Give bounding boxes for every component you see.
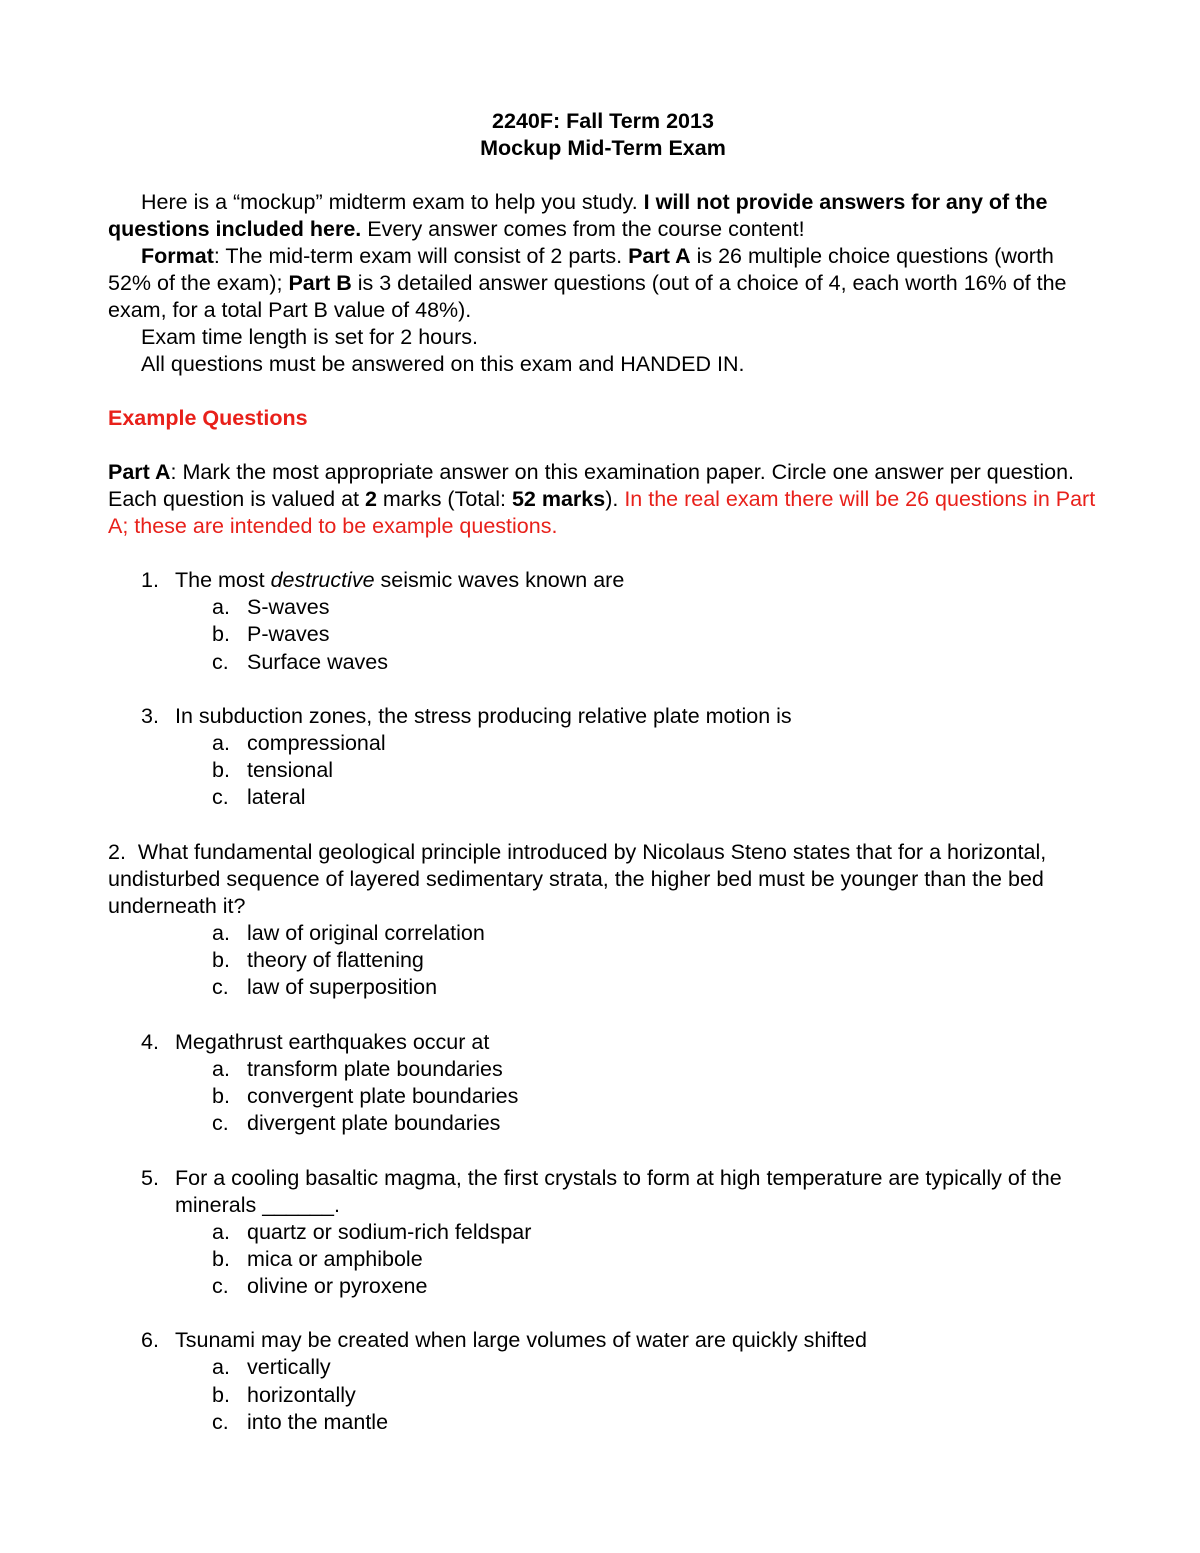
format-label: Format [141, 244, 214, 268]
section-heading: Example Questions [108, 406, 308, 430]
option-item[interactable] [212, 1382, 1098, 1409]
option-item[interactable] [212, 1056, 1098, 1083]
question-text: In subduction zones, the stress producing relative plate motion is [175, 703, 792, 728]
option-letter: b. [212, 948, 230, 973]
option-item[interactable] [212, 1354, 1098, 1381]
option-text: Surface waves [247, 649, 389, 674]
option-letter: a. [212, 920, 230, 945]
question-text: Tsunami may be created when large volumes of water are quickly shifted [175, 1328, 867, 1353]
option-text: law of superposition [247, 975, 438, 1000]
option-item[interactable] [212, 730, 1098, 757]
option-item[interactable] [212, 594, 1098, 621]
part-a-note: In the real exam there will be 26 questions in Part A; these are intended to be example questions. [108, 487, 1096, 538]
option-letter: b. [212, 1382, 230, 1407]
part-a-label: Part A [108, 460, 171, 484]
intro-text-end: Every answer comes from the course content! [361, 217, 805, 241]
question-number: 4. [141, 1029, 159, 1054]
question-text-emphasis: destructive [270, 568, 375, 592]
option-text: divergent plate boundaries [247, 1111, 501, 1136]
part-a-text-a: : Mark the most appropriate answer on this examination paper. Circle one answer per question. Each question is valued at [108, 460, 1075, 511]
question-text-post: seismic waves known are [374, 568, 625, 592]
option-item[interactable] [212, 1083, 1098, 1110]
part-a-instructions [108, 459, 1098, 540]
intro-warning: I will not provide answers for any of the questions included here. [108, 190, 1048, 241]
time-paragraph: Exam time length is set for 2 hours. [141, 325, 478, 349]
option-letter: b. [212, 758, 230, 783]
format-part-a-label: Part A [628, 244, 691, 268]
option-text: convergent plate boundaries [247, 1083, 519, 1108]
option-item[interactable] [212, 784, 1098, 811]
option-text: into the mantle [247, 1410, 389, 1435]
option-letter: c. [212, 785, 229, 810]
option-item[interactable] [212, 920, 1098, 947]
question-text-pre: The most [175, 568, 271, 592]
option-text: transform plate boundaries [247, 1056, 503, 1081]
intro-paragraph [108, 189, 1098, 243]
question-number: 2. [108, 839, 126, 864]
option-letter: c. [212, 975, 229, 1000]
option-letter: b. [212, 1246, 230, 1271]
exam-subtitle: Mockup Mid-Term Exam [480, 136, 726, 160]
option-text: quartz or sodium-rich feldspar [247, 1219, 532, 1244]
option-text: mica or amphibole [247, 1246, 423, 1271]
option-letter: a. [212, 1219, 230, 1244]
option-letter: b. [212, 1083, 230, 1108]
option-item[interactable] [212, 1273, 1098, 1300]
option-item[interactable] [212, 1110, 1098, 1137]
option-text: law of original correlation [247, 920, 485, 945]
question-6 [108, 1327, 1098, 1354]
option-letter: c. [212, 1410, 229, 1435]
option-text: compressional [247, 730, 386, 755]
part-a-text-b: marks (Total: [376, 487, 512, 511]
format-text-b: is 26 multiple choice questions (worth 52% of the exam); [108, 244, 1054, 295]
question-number: 6. [141, 1328, 159, 1353]
question-text [108, 839, 1098, 920]
exam-page [108, 0, 1098, 1436]
format-paragraph [108, 243, 1098, 324]
question-text: Megathrust earthquakes occur at [175, 1029, 490, 1054]
handin-paragraph: All questions must be answered on this exam and HANDED IN. [141, 352, 745, 376]
option-letter: b. [212, 622, 230, 647]
option-text: horizontally [247, 1382, 356, 1407]
option-item[interactable] [212, 1246, 1098, 1273]
option-letter: c. [212, 1111, 229, 1136]
format-text-a: : The mid-term exam will consist of 2 parts. [213, 244, 629, 268]
part-a-text-c: ). [605, 487, 625, 511]
question-text [175, 567, 1098, 594]
option-letter: a. [212, 1056, 230, 1081]
option-letter: a. [212, 730, 230, 755]
exam-title: 2240F: Fall Term 2013 [492, 109, 714, 133]
question-3 [108, 703, 1098, 730]
format-text-c: is 3 detailed answer questions (out of a choice of 4, each worth 16% of the exam, for a total Part B value of 48%). [108, 271, 1067, 322]
option-text: S-waves [247, 595, 330, 619]
option-letter: a. [212, 595, 230, 619]
option-text: tensional [247, 758, 334, 783]
option-text: vertically [247, 1355, 331, 1380]
option-item[interactable] [212, 1219, 1098, 1246]
option-item[interactable] [212, 757, 1098, 784]
question-number: 5. [141, 1165, 159, 1190]
option-text: theory of flattening [247, 948, 424, 973]
question-text: For a cooling basaltic magma, the first crystals to form at high temperature are typically of the minerals ______. [175, 1165, 1062, 1217]
option-letter: c. [212, 649, 229, 674]
intro-text: Here is a “mockup” midterm exam to help you study. [141, 190, 644, 214]
option-item[interactable] [212, 947, 1098, 974]
option-item[interactable] [212, 649, 1098, 676]
question-2 [108, 839, 1098, 920]
format-part-b-label: Part B [288, 271, 352, 295]
option-item[interactable] [212, 974, 1098, 1001]
question-body: What fundamental geological principle introduced by Nicolaus Steno states that for a horizontal, undisturbed sequence of layered sedimentary strata, the higher bed must be younger than the bed underneath it? [108, 839, 1047, 918]
question-1 [108, 567, 1098, 594]
option-text: lateral [247, 785, 306, 810]
option-text: olivine or pyroxene [247, 1274, 428, 1299]
part-a-total: 52 marks [511, 487, 606, 511]
option-letter: a. [212, 1355, 230, 1380]
question-number: 1. [141, 568, 159, 592]
option-letter: c. [212, 1274, 229, 1299]
question-number: 3. [141, 703, 159, 728]
part-a-marks: 2 [364, 487, 377, 511]
question-5 [108, 1165, 1098, 1219]
option-text: P-waves [247, 622, 330, 647]
option-item[interactable] [212, 1409, 1098, 1436]
question-4 [108, 1029, 1098, 1056]
option-item[interactable] [212, 621, 1098, 648]
